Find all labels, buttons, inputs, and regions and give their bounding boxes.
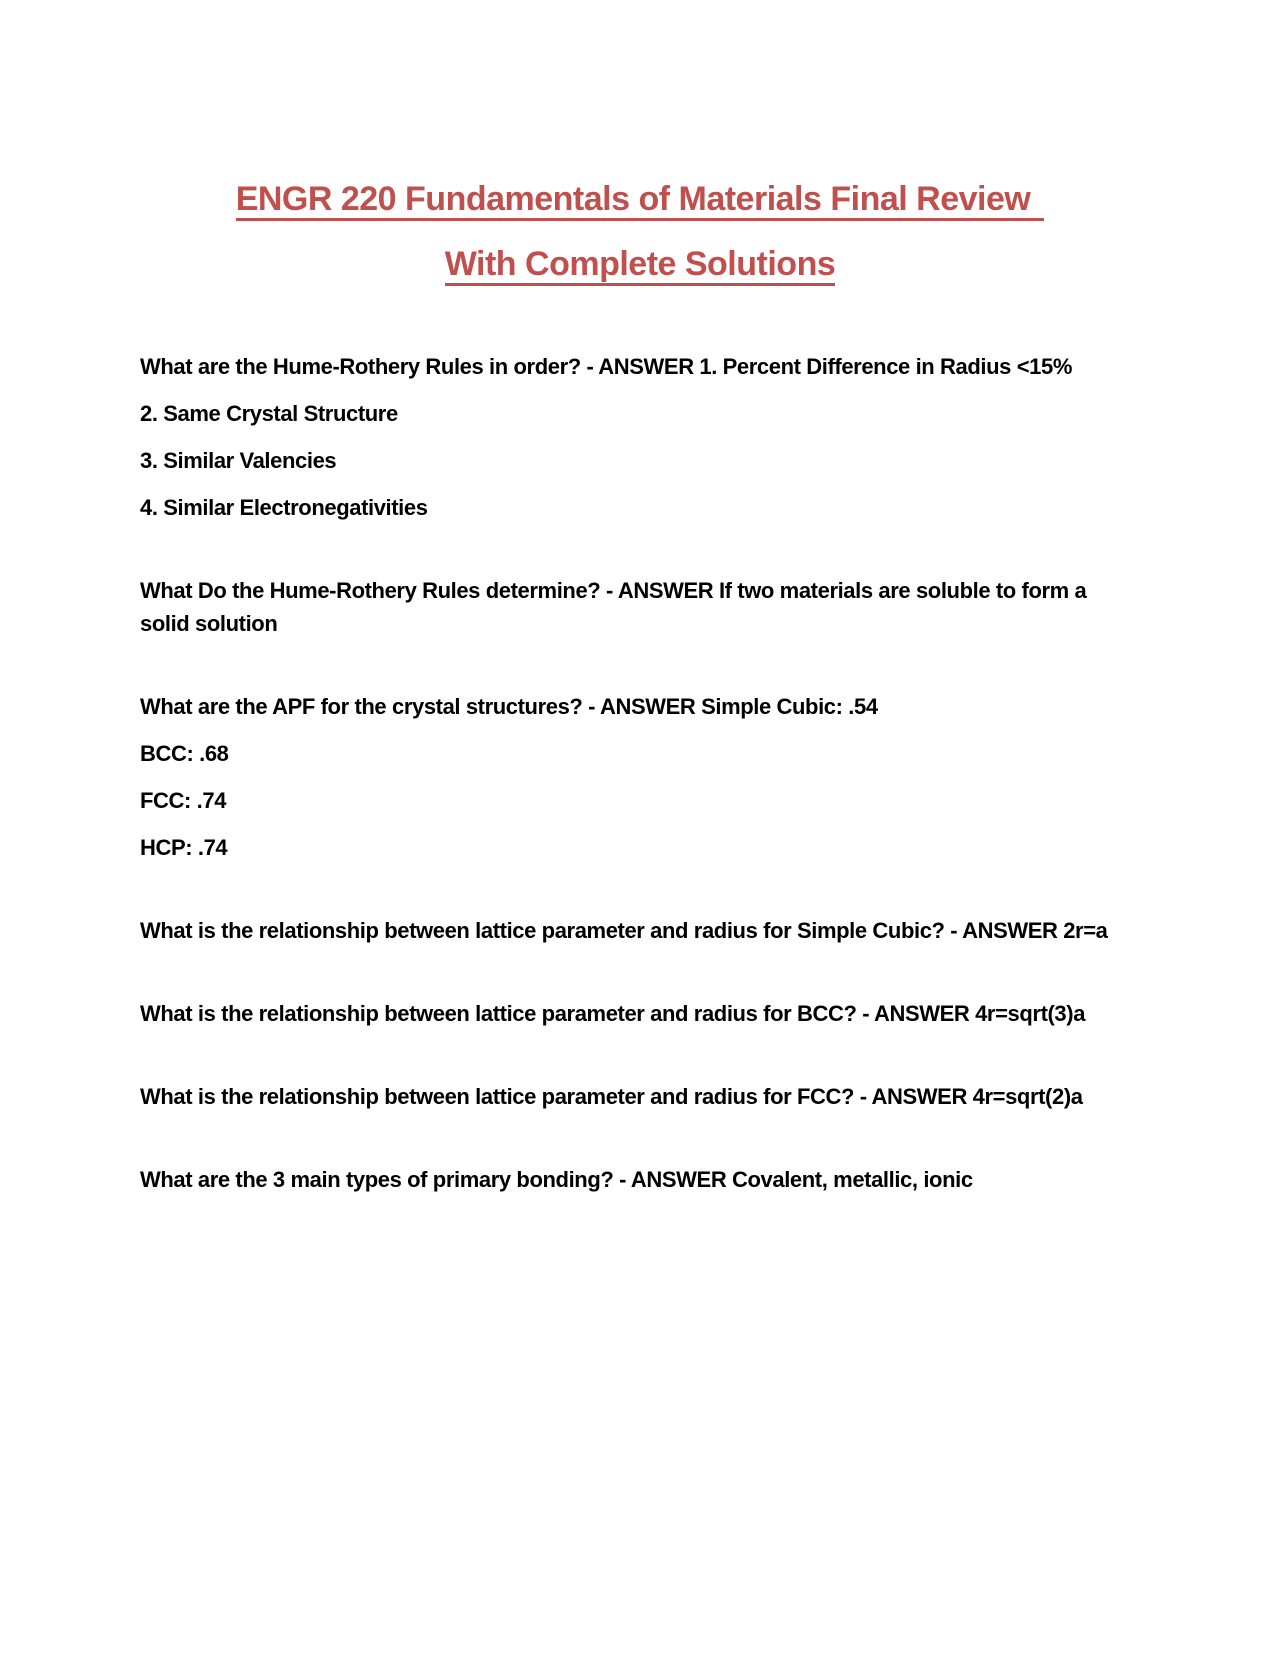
qa-block-hume-rothery-determine: [140, 574, 1140, 640]
document-title: [140, 180, 1140, 286]
qa-paragraph: What is the relationship between lattice parameter and radius for Simple Cubic? - ANSWER 2r=a: [140, 918, 1108, 943]
qa-paragraph: What Do the Hume-Rothery Rules determine? - ANSWER If two materials are soluble to form a solid solution: [140, 578, 1087, 636]
qa-block-primary-bonding: [140, 1163, 1140, 1196]
document-title-row-2: [140, 245, 1140, 286]
qa-paragraph: What is the relationship between lattice parameter and radius for FCC? - ANSWER 4r=sqrt(2)a: [140, 1084, 1083, 1109]
qa-paragraph: What are the APF for the crystal structures? - ANSWER Simple Cubic: .54: [140, 694, 878, 719]
qa-paragraph: 3. Similar Valencies: [140, 448, 337, 473]
document-title-row-1: [140, 180, 1140, 221]
qa-paragraph: 4. Similar Electronegativities: [140, 495, 428, 520]
qa-paragraph: What is the relationship between lattice parameter and radius for BCC? - ANSWER 4r=sqrt(3)a: [140, 1001, 1086, 1026]
document-title-line-2: With Complete Solutions: [445, 247, 836, 286]
qa-paragraph: What are the Hume-Rothery Rules in order? - ANSWER 1. Percent Difference in Radius <15%: [140, 354, 1072, 379]
qa-paragraph: 2. Same Crystal Structure: [140, 401, 398, 426]
qa-block-lattice-bcc: [140, 997, 1140, 1030]
qa-paragraph: BCC: .68: [140, 741, 229, 766]
qa-paragraph: What are the 3 main types of primary bonding? - ANSWER Covalent, metallic, ionic: [140, 1167, 973, 1192]
qa-block-apf-values: [140, 690, 1140, 864]
qa-paragraph: FCC: .74: [140, 788, 227, 813]
qa-paragraph: HCP: .74: [140, 835, 228, 860]
qa-block-lattice-simple-cubic: [140, 914, 1140, 947]
document-body: [140, 350, 1140, 1196]
qa-block-lattice-fcc: [140, 1080, 1140, 1113]
qa-block-hume-rothery-rules: [140, 350, 1140, 524]
document-title-line-1: ENGR 220 Fundamentals of Materials Final Review: [236, 182, 1045, 221]
